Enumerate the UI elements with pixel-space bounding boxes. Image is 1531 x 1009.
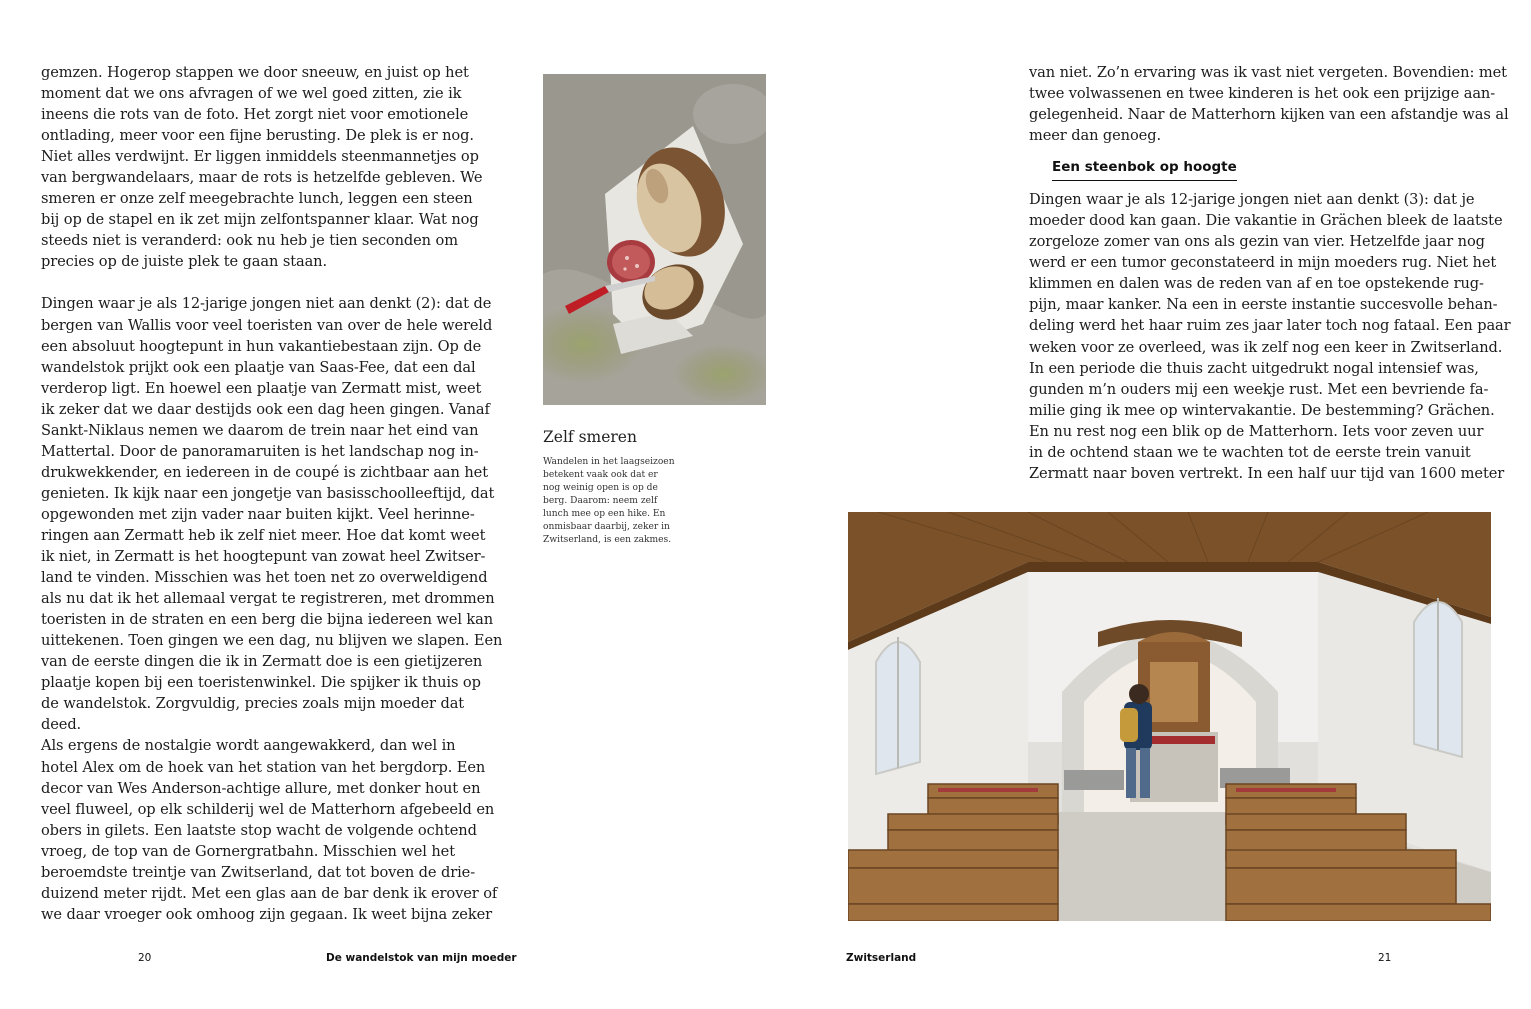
text-line: bij op de stapel en ik zet mijn zelfontspanner klaar. Wat nog bbox=[41, 211, 479, 229]
text-line: opgewonden met zijn vader naar buiten kijkt. Veel herinne- bbox=[41, 505, 475, 523]
text-line: klimmen en dalen was de reden van af en toe opstekende rug- bbox=[1029, 275, 1484, 293]
text-line: van niet. Zo’n ervaring was ik vast niet vergeten. Bovendien: met bbox=[1029, 64, 1507, 81]
text-line: Niet alles verdwijnt. Er liggen inmiddels steenmannetjes op bbox=[41, 148, 479, 166]
text-line: deed. bbox=[41, 716, 82, 734]
text-line: ontlading, meer voor een fijne berusting. De plek is er nog. bbox=[41, 127, 474, 145]
text-line: veel fluweel, op elk schilderij wel de Matterhorn afgebeeld en bbox=[41, 800, 495, 818]
text-line: in de ochtend staan we te wachten tot de eerste trein vanuit bbox=[1029, 443, 1471, 461]
text-line: ik niet, in Zermatt is het hoogtepunt van zowat heel Zwitser- bbox=[41, 548, 486, 566]
text-line: In een periode die thuis zacht uitgedrukt nogal intensief was, bbox=[1029, 359, 1479, 377]
text-line: beroemdste treintje van Zwitserland, dat tot boven de drie- bbox=[41, 863, 476, 881]
text-line: ringen aan Zermatt heb ik zelf niet meer. Hoe dat komt weet bbox=[41, 526, 486, 544]
text-line: En nu rest nog een blik op de Matterhorn. Iets voor zeven uur bbox=[1029, 422, 1484, 440]
bread-lunch-photo bbox=[543, 74, 766, 405]
text-line: precies op de juiste plek te gaan staan. bbox=[41, 253, 328, 271]
text-line: wandelstok prijkt ook een plaatje van Saas-Fee, dat een dal bbox=[41, 358, 476, 376]
text-line: ineens die rots van de foto. Het zorgt niet voor emotionele bbox=[41, 106, 469, 124]
text-line: deling werd het haar ruim zes jaar later toch nog fataal. Een paar bbox=[1029, 317, 1511, 335]
text-line: als nu dat ik het allemaal vergat te registreren, met drommen bbox=[41, 590, 495, 608]
text-line: Zermatt naar boven vertrekt. In een half uur tijd van 1600 meter bbox=[1029, 464, 1505, 482]
body-text-right bbox=[1029, 62, 1511, 484]
text-line: Mattertal. Door de panoramaruiten is het landschap nog in- bbox=[41, 442, 479, 460]
text-line: gunden m’n ouders mij een weekje rust. Met een bevriende fa- bbox=[1029, 380, 1489, 398]
text-line: betekent vaak ook dat er bbox=[543, 469, 658, 480]
photo-caption-title: Zelf smeren bbox=[543, 428, 637, 446]
text-line: vroeg, de top van de Gornergratbahn. Misschien wel het bbox=[41, 842, 455, 860]
text-line: ik zeker dat we daar destijds ook een dag heen gingen. Vanaf bbox=[41, 400, 490, 418]
text-line: gelegenheid. Naar de Matterhorn kijken van een afstandje was al bbox=[1029, 106, 1509, 124]
text-line: steeds niet is veranderd: ook nu heb je tien seconden om bbox=[41, 232, 458, 250]
running-title-left: De wandelstok van mijn moeder bbox=[326, 952, 517, 964]
text-line: van bergwandelaars, maar de rots is hetzelfde gebleven. We bbox=[41, 169, 483, 187]
text-line: decor van Wes Anderson-achtige allure, met donker hout en bbox=[41, 779, 481, 797]
text-line: van de eerste dingen die ik in Zermatt doe is een gietijzeren bbox=[41, 653, 483, 671]
text-line: werd er een tumor geconstateerd in mijn moeders rug. Niet het bbox=[1029, 254, 1497, 272]
text-line: obers in gilets. Een laatste stop wacht de volgende ochtend bbox=[41, 821, 477, 839]
text-line: we daar vroeger ook omhoog zijn gegaan. Ik weet bijna zeker bbox=[41, 905, 492, 923]
text-line bbox=[41, 272, 471, 293]
photo-caption-text bbox=[543, 456, 683, 547]
text-line: verderop ligt. En hoewel een plaatje van Zermatt mist, weet bbox=[41, 379, 482, 397]
text-line: Dingen waar je als 12-jarige jongen niet aan denkt (3): dat je bbox=[1029, 191, 1475, 209]
text-line: twee volwassenen en twee kinderen is het ook een prijzige aan- bbox=[1029, 85, 1496, 103]
text-line: Wandelen in het laagseizoen bbox=[543, 457, 675, 467]
text-line: uittekenen. Toen gingen we een dag, nu blijven we slapen. Een bbox=[41, 632, 503, 650]
text-line: genieten. Ik kijk naar een jongetje van basisschoolleeftijd, dat bbox=[41, 484, 495, 502]
running-title-right: Zwitserland bbox=[846, 952, 917, 964]
page-number-left: 20 bbox=[138, 952, 152, 964]
text-line: toeristen in de straten en een berg die bijna iedereen wel kan bbox=[41, 611, 494, 629]
text-line: meer dan genoeg. bbox=[1029, 127, 1161, 145]
chapel-interior-photo bbox=[848, 512, 1491, 921]
text-line: moeder dood kan gaan. Die vakantie in Grächen bleek de laatste bbox=[1029, 212, 1503, 230]
text-line: nog weinig open is op de bbox=[543, 482, 658, 493]
text-line: duizend meter rijdt. Met een glas aan de bar denk ik erover of bbox=[41, 884, 498, 902]
text-line: land te vinden. Misschien was het toen net zo overweldigend bbox=[41, 569, 488, 587]
text-line: berg. Daarom: neem zelf bbox=[543, 495, 658, 506]
text-line: onmisbaar daarbij, zeker in bbox=[543, 521, 670, 532]
text-line: Zwitserland, is een zakmes. bbox=[543, 534, 672, 545]
text-line: weken voor ze overleed, was ik zelf nog een keer in Zwitserland. bbox=[1029, 338, 1503, 356]
text-line: gemzen. Hogerop stappen we door sneeuw, en juist op het bbox=[41, 64, 469, 81]
text-line: lunch mee op een hike. En bbox=[543, 508, 666, 519]
text-line: bergen van Wallis voor veel toeristen van over de hele wereld bbox=[41, 316, 493, 334]
text-line: de wandelstok. Zorgvuldig, precies zoals mijn moeder dat bbox=[41, 695, 465, 713]
text-line: een absoluut hoogtepunt in hun vakantiebestaan zijn. Op de bbox=[41, 337, 482, 355]
text-line: Sankt-Niklaus nemen we daarom de trein naar het eind van bbox=[41, 421, 479, 439]
text-line: pijn, maar kanker. Na een in eerste instantie succesvolle behan- bbox=[1029, 296, 1498, 314]
page-number-right: 21 bbox=[1378, 952, 1392, 964]
text-line: smeren er onze zelf meegebrachte lunch, leggen een steen bbox=[41, 190, 473, 208]
text-line: zorgeloze zomer van ons als gezin van vier. Hetzelfde jaar nog bbox=[1029, 233, 1485, 251]
text-line: Dingen waar je als 12-jarige jongen niet aan denkt (2): dat de bbox=[41, 295, 492, 313]
text-line: plaatje kopen bij een toeristenwinkel. Die spijker ik thuis op bbox=[41, 674, 481, 692]
text-line: Als ergens de nostalgie wordt aangewakkerd, dan wel in bbox=[41, 737, 456, 755]
text-line: hotel Alex om de hoek van het station van het bergdorp. Een bbox=[41, 758, 486, 776]
text-line: moment dat we ons afvragen of we wel goed zitten, zie ik bbox=[41, 85, 462, 103]
body-text-left bbox=[41, 62, 503, 925]
section-subheading: Een steenbok op hoogte bbox=[1052, 159, 1237, 181]
text-line: milie ging ik mee op wintervakantie. De bestemming? Grächen. bbox=[1029, 401, 1495, 419]
text-line: drukwekkender, en iedereen in de coupé is zichtbaar aan het bbox=[41, 463, 488, 481]
